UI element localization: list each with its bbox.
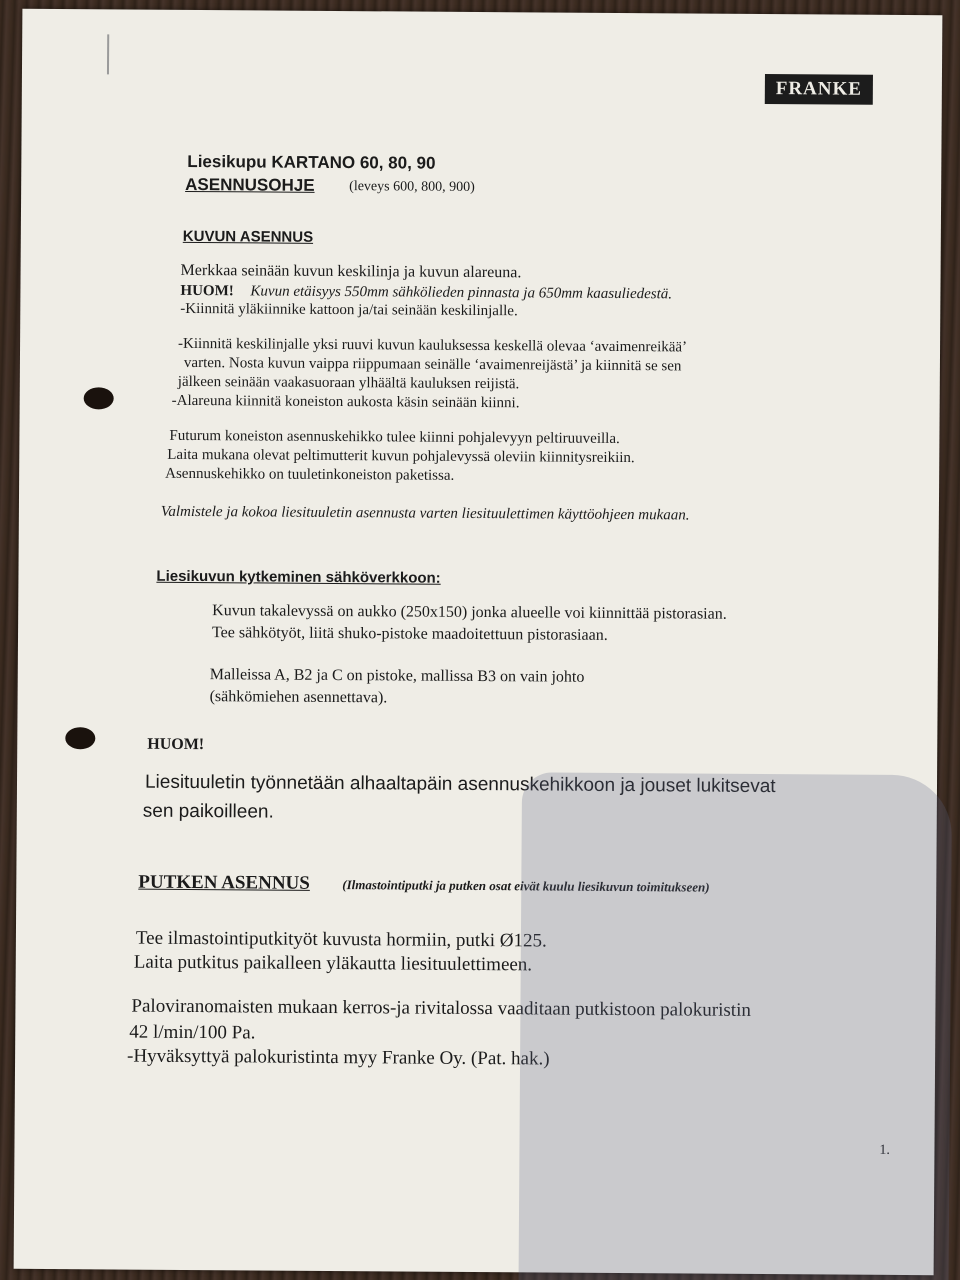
section-heading-note: (Ilmastointiputki ja putken osat eivät kuulu liesikuvun toimitukseen) [342,877,710,895]
doc-subtitle-note: (leveys 600, 800, 900) [349,179,475,195]
paragraph: Malleissa A, B2 ja C on pistoke, mallissa B3 on vain johto [209,666,585,686]
punch-hole-bottom [65,727,95,749]
paragraph: Asennuskehikko on tuuletinkoneiston paketissa. [165,465,455,484]
page-number: 1. [879,1142,891,1158]
doc-title: Liesikupu KARTANO 60, 80, 90 [187,151,436,173]
paragraph: Valmistele ja kokoa liesituuletin asennusta varten liesituulettimen käyttöohjeen mukaan. [160,503,690,524]
paragraph: (sähkömiehen asennettava). [209,688,388,707]
section-heading-putken-asennus: PUTKEN ASENNUS [138,871,310,894]
huom-label: HUOM! [147,735,205,754]
paragraph: Laita putkitus paikalleen yläkautta liesituulettimeen. [133,951,533,976]
paragraph: 42 l/min/100 Pa. [129,1021,256,1044]
huom-text: Kuvun etäisyys 550mm sähkölieden pinnasta ja 650mm kaasuliedestä. [250,283,673,303]
paragraph: sen paikoilleen. [142,800,274,823]
doc-subtitle: ASENNUSOHJE [185,174,315,195]
franke-logo: FRANKE [765,74,873,105]
paragraph: Kuvun takalevyssä on aukko (250x150) jonka alueelle voi kiinnittää pistorasian. [212,602,727,623]
paragraph: Futurum koneiston asennuskehikko tulee kiinni pohjalevyyn peltiruuveilla. [169,427,620,447]
section-heading-kuvun-asennus: KUVUN ASENNUS [182,227,314,246]
huom-label: HUOM! [180,282,234,300]
paragraph: Paloviranomaisten mukaan kerros-ja rivitalossa vaaditaan putkistoon palokuristin [131,995,751,1021]
document-page [14,9,943,1275]
section-heading-sahkoverkko: Liesikuvun kytkeminen sähköverkkoon: [156,567,441,587]
paragraph: jälkeen seinään vaakasuoraan ylhäältä kauluksen reijistä. [177,373,520,393]
punch-hole-top [84,387,114,409]
staple [107,34,114,74]
paragraph: Liesituuletin työnnetään alhaaltapäin asennuskehikkoon ja jouset lukitsevat [144,771,776,798]
photo-shadow [518,772,952,1280]
paragraph: Tee ilmastointiputkityöt kuvusta hormiin, putki Ø125. [135,927,547,952]
paragraph: Merkkaa seinään kuvun keskilinja ja kuvun alareuna. [180,261,522,282]
paragraph: Tee sähkötyöt, liitä shuko-pistoke maadoitettuun pistorasiaan. [211,624,608,644]
paragraph: varten. Nosta kuvun vaippa riippumaan seinälle ‘avaimenreijästä’ ja kiinnitä se sen [183,354,682,375]
paragraph: Laita mukana olevat peltimutterit kuvun pohjalevyssä oleviin kiinnitysreikiin. [167,446,635,467]
paragraph: -Hyväksyttyä palokuristinta myy Franke Oy. (Pat. hak.) [127,1045,550,1070]
paragraph: -Kiinnitä yläkiinnike kattoon ja/tai seinään keskilinjalle. [180,300,518,320]
paragraph: -Alareuna kiinnitä koneiston aukosta käsin seinään kiinni. [171,392,520,412]
paragraph: -Kiinnitä keskilinjalle yksi ruuvi kuvun kauluksessa keskellä olevaa ‘avaimenreikää’ [178,335,688,356]
